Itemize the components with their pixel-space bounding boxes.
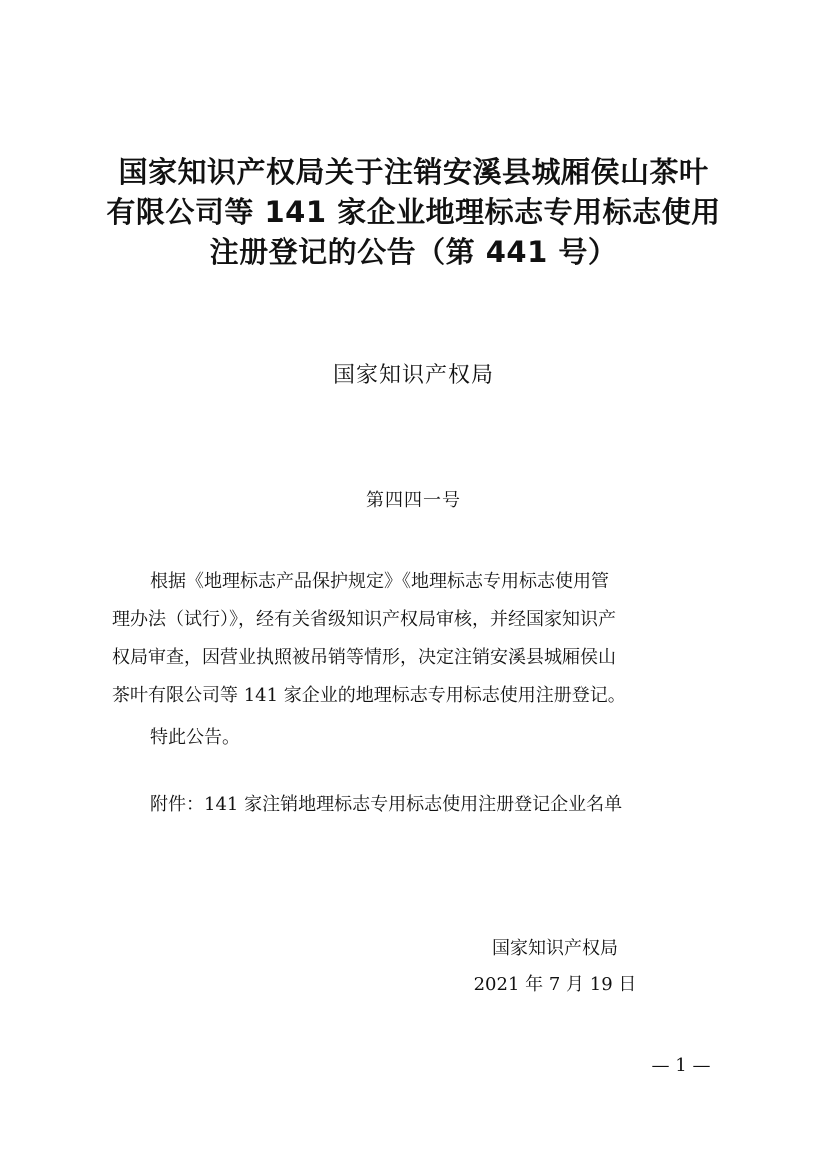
announcement-number: 第四四一号 <box>366 490 461 511</box>
announcement-body <box>112 563 718 715</box>
page-number: — 1 — <box>651 1055 711 1076</box>
announcement-title <box>100 152 727 272</box>
attachment-note: 附件：141 家注销地理标志专用标志使用注册登记企业名单 <box>150 794 623 815</box>
body-line: 茶叶有限公司等 141 家企业的地理标志专用标志使用注册登记。 <box>112 685 626 706</box>
body-line: 根据《地理标志产品保护规定》《地理标志专用标志使用管 <box>150 571 609 592</box>
closing-statement: 特此公告。 <box>150 727 240 748</box>
title-line: 有限公司等 141 家企业地理标志专用标志使用 <box>106 195 721 229</box>
title-line: 注册登记的公告（第 441 号） <box>209 235 618 269</box>
signature-date: 2021 年 7 月 19 日 <box>473 974 637 995</box>
signature-organization: 国家知识产权局 <box>492 938 618 959</box>
title-line: 国家知识产权局关于注销安溪县城厢侯山茶叶 <box>118 155 709 189</box>
body-line: 理办法（试行）》，经有关省级知识产权局审核，并经国家知识产 <box>112 609 616 630</box>
issuing-authority: 国家知识产权局 <box>332 363 494 388</box>
body-line: 权局审查，因营业执照被吊销等情形，决定注销安溪县城厢侯山 <box>112 647 616 668</box>
